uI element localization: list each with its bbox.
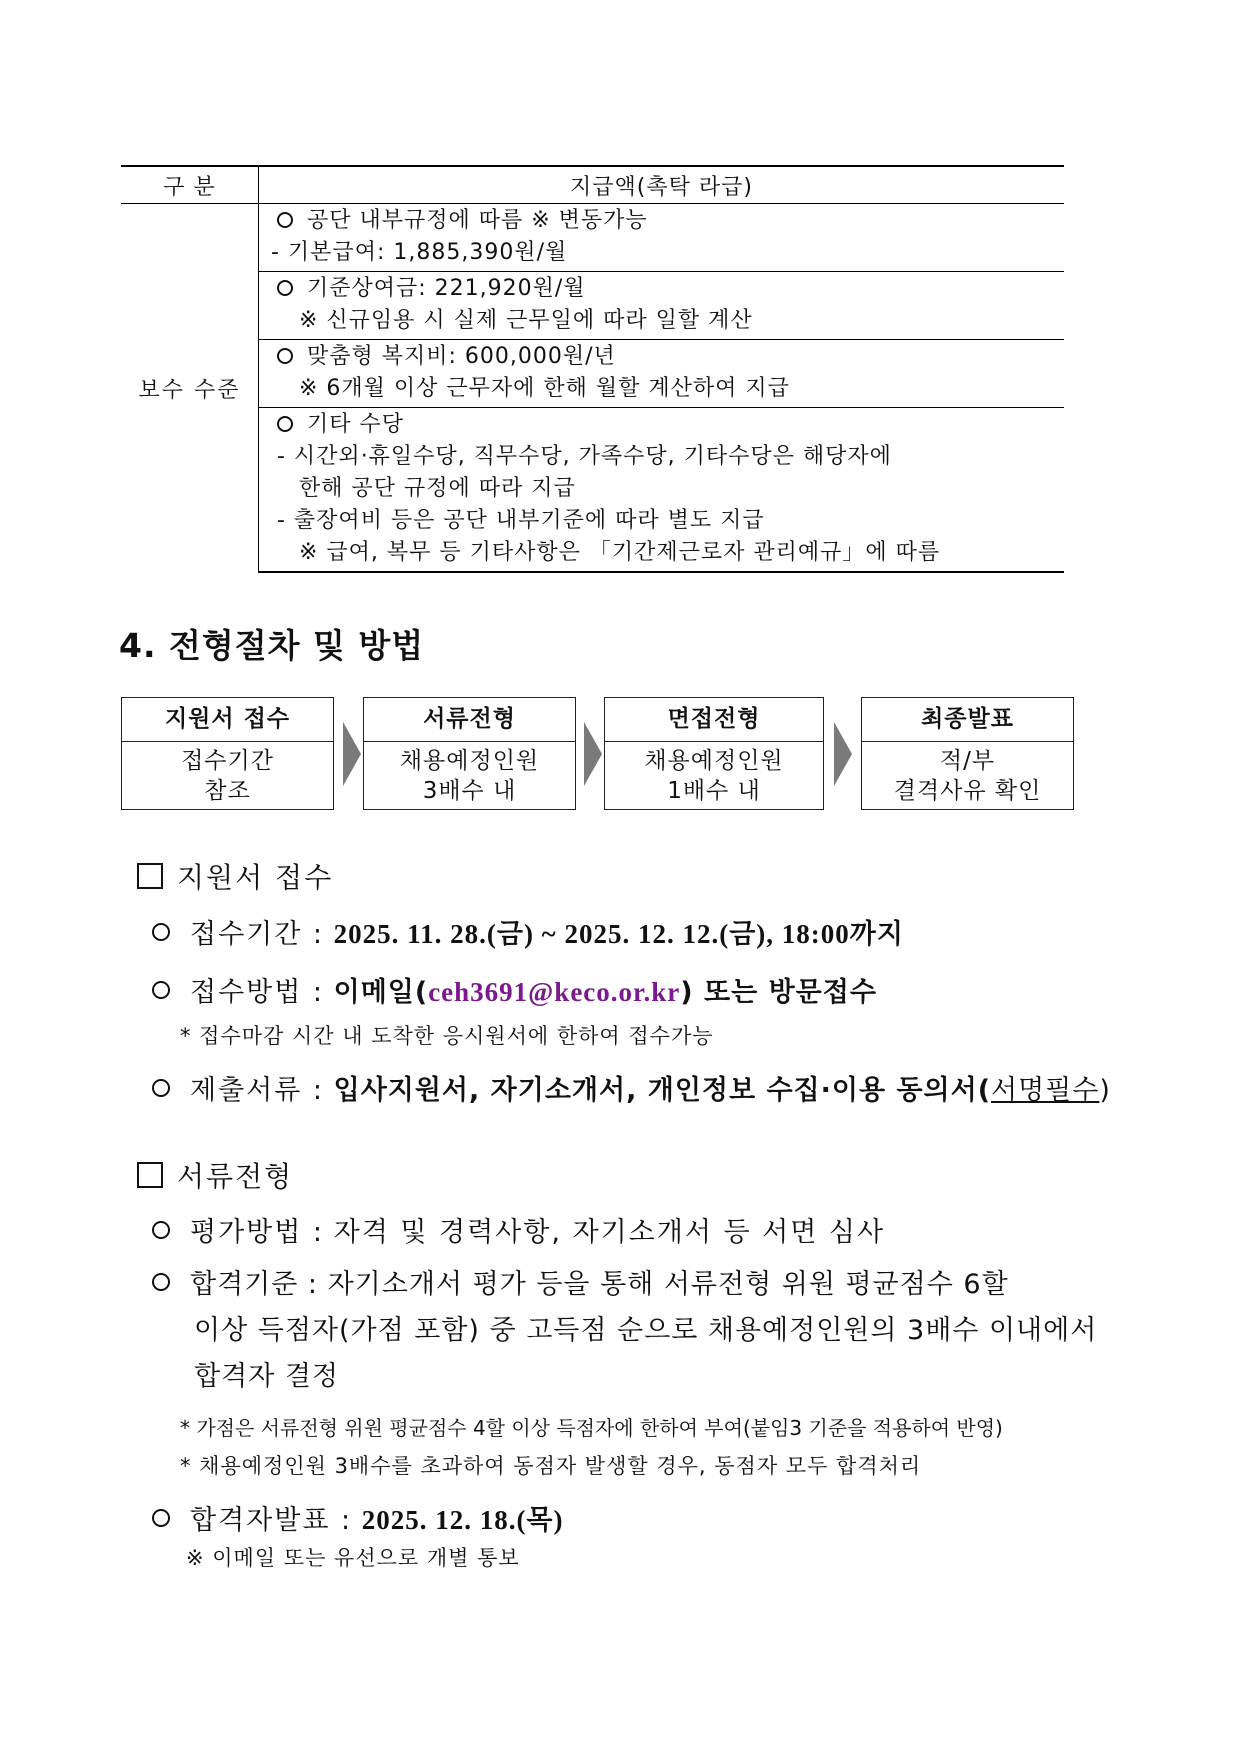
flow-step-desc: 참조 (204, 778, 251, 804)
pay-block-welfare (259, 340, 1065, 408)
table-row (121, 272, 1064, 340)
tie-note: * 채용예정인원 3배수를 초과하여 동점자 발생할 경우, 동점자 모두 합격처리 (180, 1454, 922, 1478)
table-row (121, 204, 1064, 272)
table-row (121, 408, 1064, 573)
table-header-category: 구 분 (121, 166, 259, 204)
flow-step-application (121, 697, 334, 810)
circle-bullet-icon (152, 923, 170, 941)
flow-step-desc: 적/부 (939, 748, 996, 774)
screening-announce: 합격자발표 : 2025. 12. 18.(목) (152, 1498, 564, 1537)
pay-line: 한해 공단 규정에 따라 지급 (299, 476, 576, 501)
circle-bullet-icon (277, 280, 293, 296)
circle-bullet-icon (152, 1221, 170, 1239)
flow-arrow-icon (343, 722, 361, 786)
pay-line: 맞춤형 복지비: 600,000원/년 (307, 344, 616, 369)
application-period: 접수기간 : 2025. 11. 28.(금) ~ 2025. 12. 12.(금), 18:00까지 (152, 912, 904, 951)
screening-eval: 평가방법 : 자격 및 경력사항, 자기소개서 등 서면 심사 (152, 1210, 885, 1249)
method-note: * 접수마감 시간 내 도착한 응시원서에 한하여 접수가능 (180, 1024, 714, 1048)
circle-bullet-icon (152, 1079, 170, 1097)
circle-bullet-icon (277, 348, 293, 364)
circle-bullet-icon (277, 212, 293, 228)
circle-bullet-icon (152, 981, 170, 999)
pay-line: ※ 급여, 복무 등 기타사항은 「기간제근로자 관리예규」에 따름 (299, 540, 941, 565)
period-value: 2025. 11. 28.(금) ~ 2025. 12. 12.(금), 18:00까지 (333, 919, 904, 949)
section-title: 4. 전형절차 및 방법 (119, 626, 425, 665)
pay-block-bonus (259, 272, 1065, 340)
announce-date: 2025. 12. 18.(목) (361, 1505, 564, 1535)
email-link[interactable]: ceh3691@keco.or.kr (428, 977, 681, 1007)
application-method: 접수방법 : 이메일(ceh3691@keco.or.kr) 또는 방문접수 (152, 970, 877, 1009)
square-bullet-icon (137, 1162, 163, 1188)
application-documents: 제출서류 : 입사지원서, 자기소개서, 개인정보 수집·이용 동의서(서명필수) (152, 1068, 1111, 1107)
flow-step-title: 면접전형 (605, 698, 823, 742)
flow-step-desc: 접수기간 (181, 748, 274, 774)
flow-step-title: 서류전형 (364, 698, 575, 742)
pay-line: 기준상여금: 221,920원/월 (307, 276, 586, 301)
flow-step-desc: 채용예정인원 (399, 748, 540, 774)
table-row (121, 340, 1064, 408)
flow-step-final (861, 697, 1074, 810)
flow-step-desc: 결격사유 확인 (893, 778, 1042, 804)
category-cell: 보수 수준 (121, 204, 259, 573)
pay-block-allowance (259, 408, 1065, 573)
pay-line: 공단 내부규정에 따름 ※ 변동가능 (307, 208, 648, 233)
screening-heading: 서류전형 (137, 1155, 293, 1195)
flow-step-title: 최종발표 (862, 698, 1073, 742)
pay-block-base (259, 204, 1065, 272)
flow-step-interview (604, 697, 824, 810)
pay-line: - 출장여비 등은 공단 내부기준에 따라 별도 지급 (277, 508, 765, 533)
flow-step-desc: 채용예정인원 (644, 748, 784, 774)
flow-step-desc: 3배수 내 (422, 778, 517, 804)
bonus-note: * 가점은 서류전형 위원 평균점수 4할 이상 득점자에 한하여 부여(붙임3 기준을 적용하여 반영) (180, 1416, 1003, 1440)
pay-table (121, 165, 1064, 573)
application-heading: 지원서 접수 (137, 856, 333, 896)
signature-required: 서명필수 (991, 1075, 1100, 1106)
pay-line: ※ 신규임용 시 실제 근무일에 따라 일할 계산 (299, 308, 753, 333)
flow-step-desc: 1배수 내 (667, 778, 761, 804)
pay-line: - 시간외·휴일수당, 직무수당, 가족수당, 기타수당은 해당자에 (277, 444, 892, 469)
flow-arrow-icon (834, 722, 852, 786)
pay-line: - 기본급여: 1,885,390원/월 (271, 240, 568, 265)
square-bullet-icon (137, 863, 163, 889)
pay-line: 기타 수당 (307, 412, 405, 437)
pay-line: ※ 6개월 이상 근무자에 한해 월할 계산하여 지급 (299, 376, 790, 401)
table-header-amount: 지급액(촉탁 라급) (259, 166, 1065, 204)
flow-arrow-icon (584, 722, 602, 786)
announce-note: ※ 이메일 또는 유선으로 개별 통보 (186, 1546, 520, 1570)
circle-bullet-icon (152, 1509, 170, 1527)
circle-bullet-icon (152, 1273, 170, 1291)
flow-step-document (363, 697, 576, 810)
circle-bullet-icon (277, 416, 293, 432)
screening-pass-criteria: 합격기준 : 자기소개서 평가 등을 통해 서류전형 위원 평균점수 6할 이상 득점자(가점 포함) 중 고득점 순으로 채용예정인원의 3배수 이내에서 합격자 결정 (152, 1262, 1127, 1400)
flow-step-title: 지원서 접수 (122, 698, 333, 742)
